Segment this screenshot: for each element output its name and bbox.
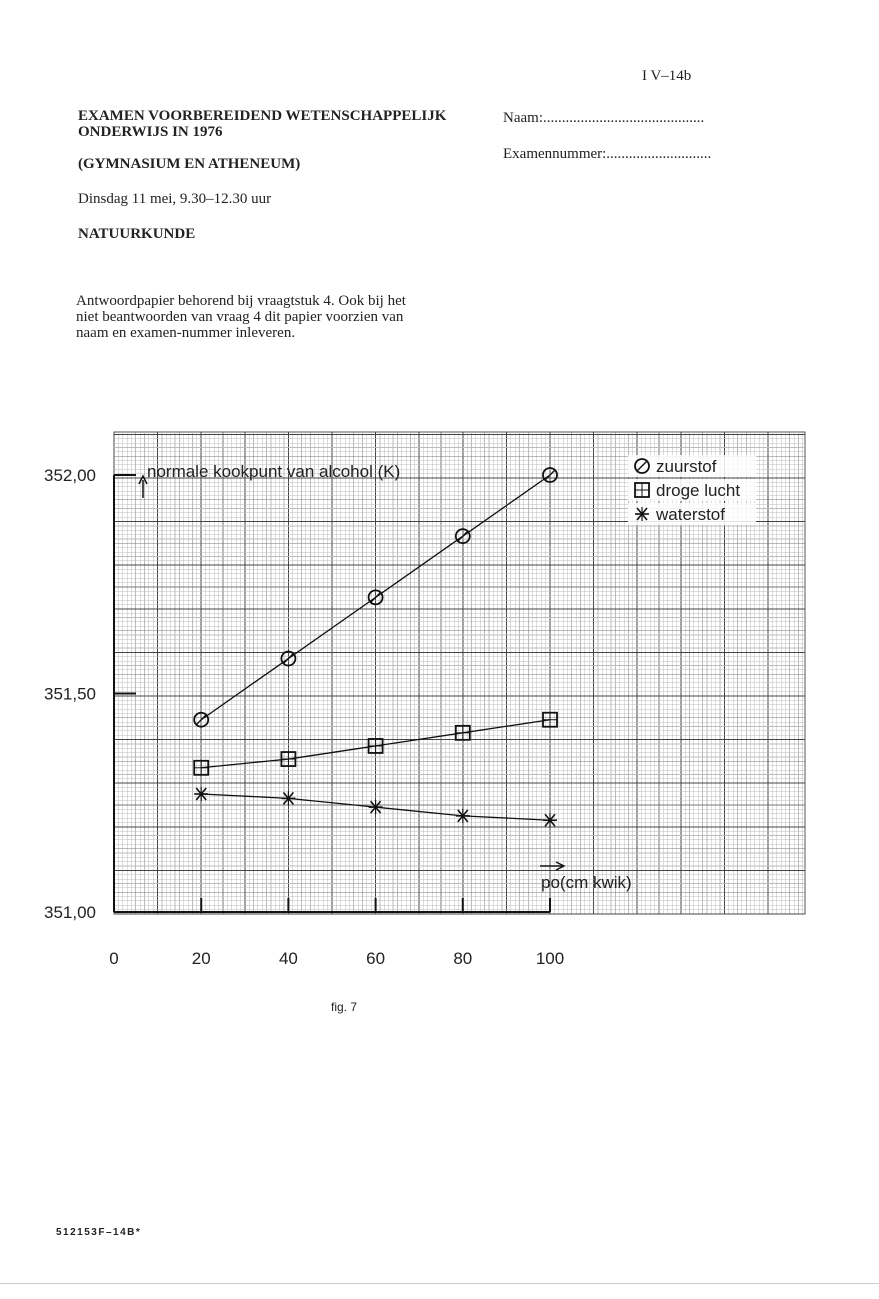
footer-code: 512153F–14B* [56,1227,142,1238]
x-tick-label: 20 [191,949,211,968]
y-tick-label: 351,50 [44,684,96,704]
page-code: I V–14b [642,68,692,84]
y-axis-label: normale kookpunt van alcohol (K) [147,462,401,481]
x-tick-label: 40 [278,949,298,968]
x-tick-label: 80 [453,949,473,968]
naam-field: Naam:........................................... [503,110,705,126]
y-tick-label: 351,00 [44,903,96,922]
x-tick-label: 100 [535,949,565,968]
school-type: (GYMNASIUM EN ATHENEUM) [78,156,301,172]
examennummer-field: Examennummer:............................ [503,146,712,162]
legend-label: droge lucht [656,481,741,500]
x-axis-label: po(cm kwik) [541,873,632,892]
exam-subject: NATUURKUNDE [78,226,196,242]
exam-date: Dinsdag 11 mei, 9.30–12.30 uur [78,191,272,207]
chart-legend [628,455,756,525]
instructions-text: Antwoordpapier behorend bij vraagtstuk 4. Ook bij het niet beantwoorden van vraag 4 dit papier voorzien van naam en examen-nummer inleveren. [76,293,406,341]
bottom-rule [0,1283,879,1284]
y-tick-label: 352,00 [44,466,96,485]
figure-caption: fig. 7 [331,1000,358,1014]
legend-label: zuurstof [656,457,717,476]
x-tick-label: 0 [109,949,119,968]
exam-title: EXAMEN VOORBEREIDEND WETENSCHAPPELIJK ONDERWIJS IN 1976 [78,108,447,140]
x-tick-label: 60 [366,949,386,968]
legend-label: waterstof [656,505,725,524]
